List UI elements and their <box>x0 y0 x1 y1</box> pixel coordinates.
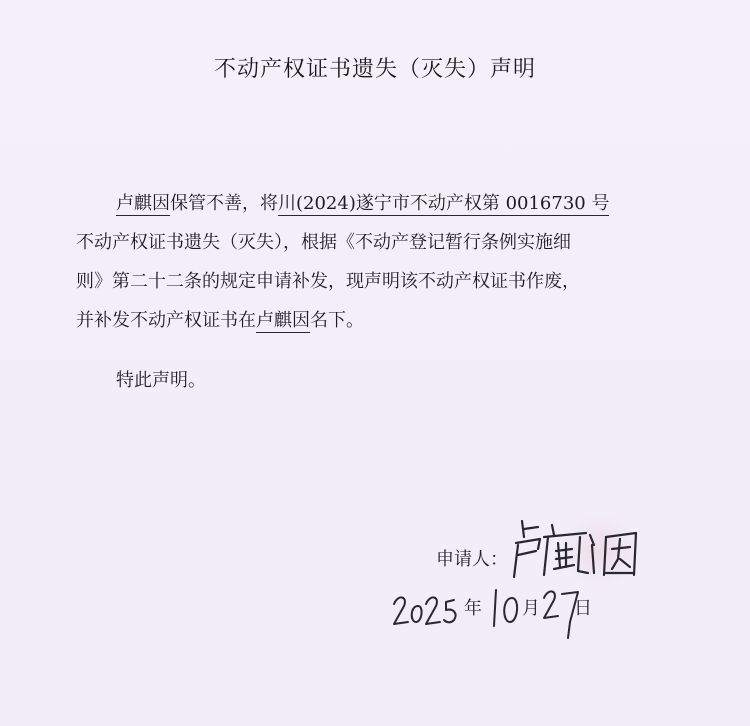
signature-date <box>392 582 632 642</box>
closing-statement: 特此声明。 <box>116 370 206 391</box>
day-label: 日 <box>574 598 592 619</box>
body-line-4: 并补发不动产权证书在卢麒因名下。 <box>76 310 364 331</box>
certificate-number: 川(2024)遂宁市不动产权第 0016730 号 <box>278 193 610 214</box>
statement-body <box>76 184 676 340</box>
owner-name: 卢麒因 <box>116 193 170 214</box>
handwritten-signature <box>508 515 648 585</box>
month-label: 月 <box>522 598 540 619</box>
year-label: 年 <box>464 598 482 619</box>
owner-name-2: 卢麒因 <box>256 310 310 331</box>
handwritten-year <box>392 590 462 634</box>
body-line-2: 不动产权证书遗失（灭失），根据《不动产登记暂行条例实施细 <box>76 232 571 253</box>
body-line-1: 卢麒因保管不善，将川(2024)遂宁市不动产权第 0016730 号 <box>116 193 610 214</box>
document-title: 不动产权证书遗失（灭失）声明 <box>213 57 536 82</box>
applicant-label: 申请人： <box>436 549 508 570</box>
body-line-3: 则》第二十二条的规定申请补发，现声明该不动产权证书作废， <box>76 271 580 292</box>
